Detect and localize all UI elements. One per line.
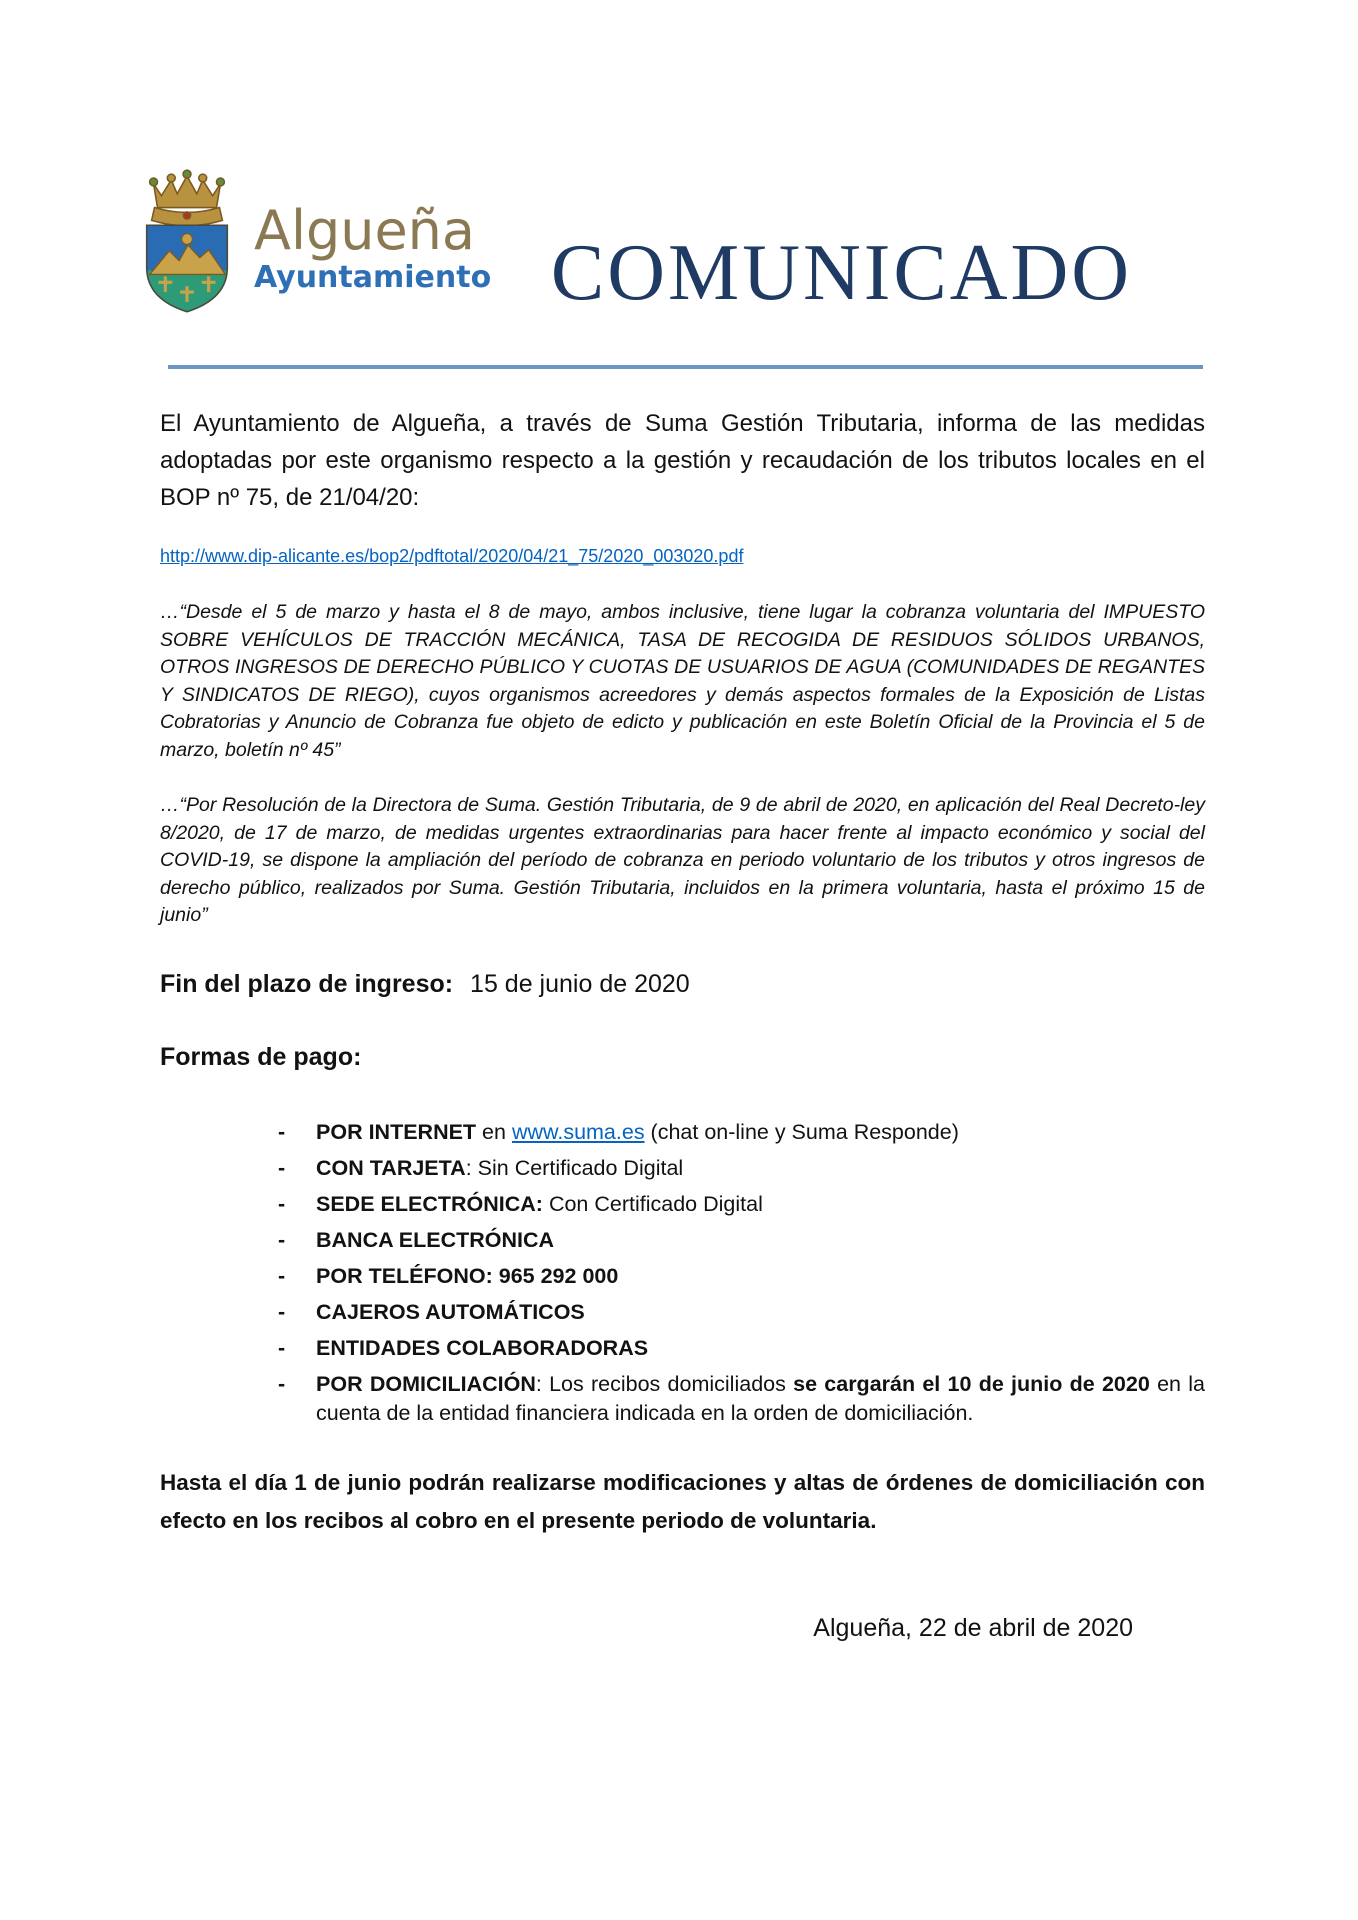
- payment-item: [278, 1370, 1205, 1428]
- payment-item-text: [316, 1226, 1205, 1255]
- payment-item: [278, 1190, 1205, 1219]
- payment-item: [278, 1118, 1205, 1147]
- payment-item-text: [316, 1154, 1205, 1183]
- payment-item: [278, 1262, 1205, 1291]
- dash-bullet: -: [278, 1191, 286, 1216]
- title-area: [478, 164, 1205, 319]
- payment-item-detail: (chat on-line y Suma Responde): [644, 1119, 959, 1144]
- notice-paragraph: Hasta el día 1 de junio podrán realizarse modificaciones y altas de órdenes de domiciliación con efecto en los recibos al cobro en el presente periodo de voluntaria.: [160, 1469, 1205, 1533]
- payment-item-text: [316, 1190, 1205, 1219]
- payment-item-label: POR DOMICILIACIÓN: [316, 1371, 536, 1396]
- payment-item-label: CAJEROS AUTOMÁTICOS: [316, 1299, 585, 1324]
- payment-item-label: ENTIDADES COLABORADORAS: [316, 1335, 649, 1360]
- dash-bullet: -: [278, 1119, 286, 1144]
- bop-link-row: [160, 546, 1205, 567]
- payment-methods-list: [160, 1118, 1205, 1428]
- logo-text: [254, 199, 492, 319]
- payment-item-label: CON TARJETA: [316, 1155, 466, 1180]
- page-title: COMUNICADO: [550, 229, 1133, 317]
- payment-item-text: [316, 1262, 1205, 1291]
- dash-bullet: -: [278, 1335, 286, 1360]
- header-divider: [168, 365, 1203, 369]
- payment-item-text: [316, 1370, 1205, 1428]
- logo-title: Algueña: [254, 199, 475, 262]
- dash-bullet: -: [278, 1263, 286, 1288]
- payment-item: [278, 1334, 1205, 1363]
- ayuntamiento-logo: [128, 164, 492, 319]
- logo-subtitle: Ayuntamiento: [254, 260, 492, 295]
- payment-item-detail: en: [476, 1119, 512, 1144]
- payment-item-label: BANCA ELECTRÓNICA: [316, 1227, 555, 1252]
- town-crest-icon: [128, 164, 246, 314]
- payment-item-detail: : Los recibos domiciliados: [535, 1371, 794, 1396]
- payment-item-text: [316, 1334, 1205, 1363]
- dateline: Algueña, 22 de abril de 2020: [813, 1613, 1133, 1642]
- dash-bullet: -: [278, 1155, 286, 1180]
- dash-bullet: -: [278, 1299, 286, 1324]
- suma-link[interactable]: www.suma.es: [511, 1119, 645, 1144]
- payment-item-label: POR INTERNET: [316, 1119, 477, 1144]
- deadline-row: [160, 970, 1205, 999]
- dash-bullet: -: [278, 1371, 286, 1396]
- quote-paragraph-1: …“Desde el 5 de marzo y hasta el 8 de mayo, ambos inclusive, tiene lugar la cobranza voluntaria del IMPUESTO SOBRE VEHÍCULOS DE TRACCIÓN MECÁNICA, TASA DE RECOGIDA DE RESIDUOS SÓLIDOS URBANOS, OTROS INGRESOS DE DERECHO PÚBLICO Y CUOTAS DE USUARIOS DE AGUA (COMUNIDADES DE REGANTES Y SINDICATOS DE RIEGO), cuyos organismos acreedores y demás aspectos formales de la Exposición de Listas Cobratorias y Anuncio de Cobranza fue objeto de edicto y publicación en este Boletín Oficial de la Provincia el 5 de marzo, boletín nº 45”: [160, 601, 1205, 761]
- intro-paragraph: El Ayuntamiento de Algueña, a través de Suma Gestión Tributaria, informa de las medidas adoptadas por este organismo respecto a la gestión y recaudación de los tributos locales en el BOP nº 75, de 21/04/20:: [160, 410, 1205, 511]
- dash-bullet: -: [278, 1227, 286, 1252]
- deadline-value: 15 de junio de 2020: [470, 969, 690, 998]
- payment-item: [278, 1226, 1205, 1255]
- quote-paragraph-2: …“Por Resolución de la Directora de Suma. Gestión Tributaria, de 9 de abril de 2020, en aplicación del Real Decreto-ley 8/2020, de 17 de marzo, de medidas urgentes extraordinarias para hacer frente al impacto económico y social del COVID-19, se dispone la ampliación del período de cobranza en periodo voluntario de los tributos y otros ingresos de derecho público, realizados por Suma. Gestión Tributaria, incluidos en la primera voluntaria, hasta el próximo 15 de junio”: [160, 794, 1205, 926]
- deadline-label: Fin del plazo de ingreso:: [160, 969, 454, 998]
- payment-item-label: POR TELÉFONO: 965 292 000: [316, 1263, 619, 1288]
- payment-item-label: SEDE ELECTRÓNICA:: [316, 1191, 543, 1216]
- payment-item-label: se cargarán el 10 de junio de 2020: [793, 1371, 1150, 1396]
- payment-item-detail: : Sin Certificado Digital: [465, 1155, 684, 1180]
- document-header: [128, 0, 1205, 319]
- payment-item-detail: Con Certificado Digital: [542, 1191, 763, 1216]
- bop-link[interactable]: http://www.dip-alicante.es/bop2/pdftotal/2020/04/21_75/2020_003020.pdf: [160, 546, 744, 566]
- payment-item: [278, 1154, 1205, 1183]
- payment-item-text: [316, 1118, 1205, 1147]
- payment-item-detail: en la cuenta de la entidad financiera indicada en la orden de domiciliación.: [316, 1371, 1205, 1425]
- payment-heading: Formas de pago:: [160, 1042, 362, 1071]
- payment-item: [278, 1298, 1205, 1327]
- payment-item-text: [316, 1298, 1205, 1327]
